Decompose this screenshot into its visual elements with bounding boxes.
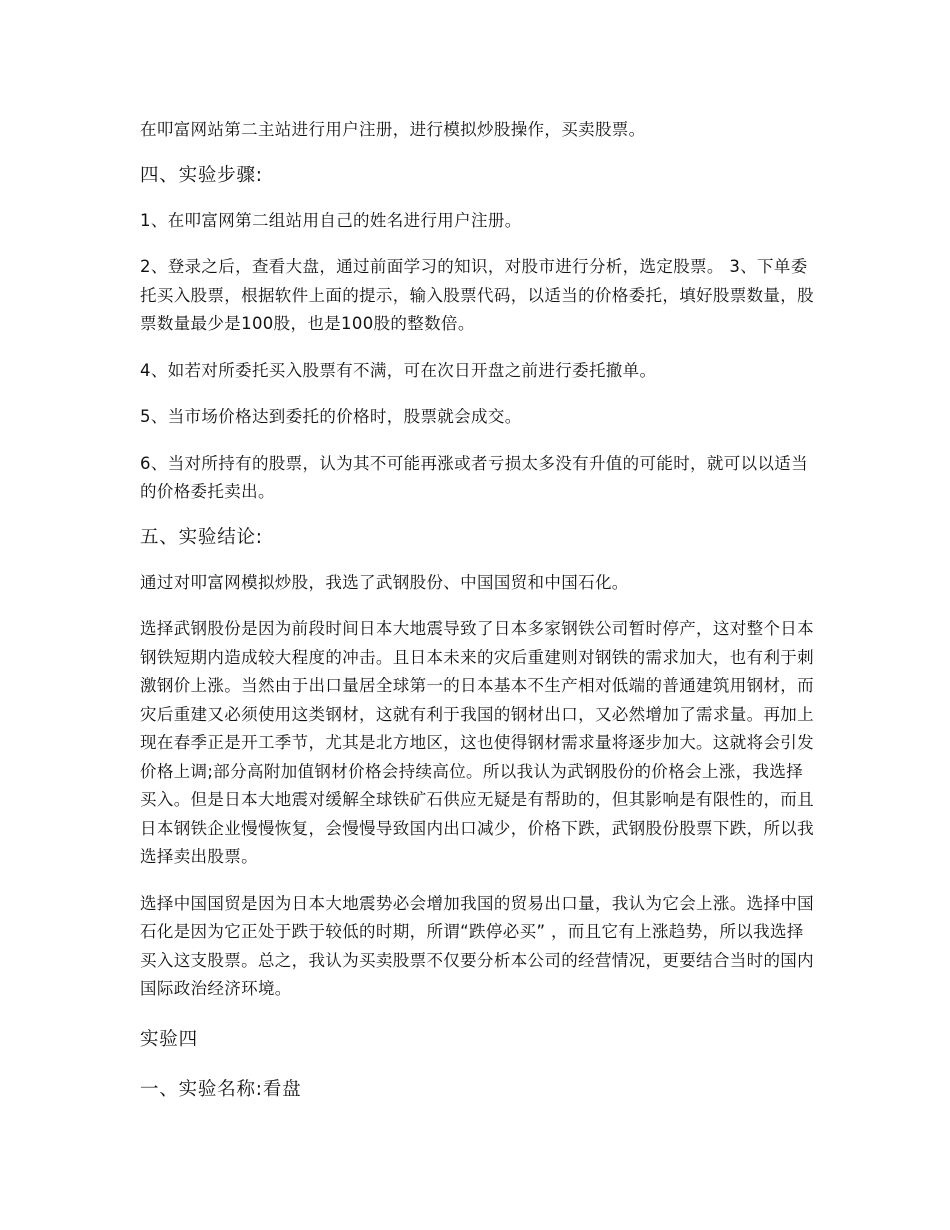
step-paragraph: 4、如若对所委托买入股票有不满，可在次日开盘之前进行委托撤单。 (140, 360, 657, 380)
section-heading-conclusion: 五、实验结论: (140, 526, 263, 548)
step-paragraph: 6、当对所持有的股票，认为其不可能再涨或者亏损太多没有升值的可能时，就可以以适当的价格委托卖出。 (140, 453, 808, 501)
conclusion-paragraph: 选择武钢股份是因为前段时间日本大地震导致了日本多家钢铁公司暂时停产，这对整个日本钢铁短期内造成较大程度的冲击。且日本未来的灾后重建则对钢铁的需求加大，也有利于刺激钢价上涨。当然由于出口量居全球第一的日本基本不生产相对低端的普通建筑用钢材，而灾后重建又必须使用这类钢材，这就有利于我国的钢材出口，又必然增加了需求量。再加上现在春季正是开工季节，尤其是北方地区，这也使得钢材需求量将逐步加大。这就将会引发价格上调;部分高附加值钢材价格会持续高位。所以我认为武钢股份的价格会上涨，我选择买入。但是日本大地震对缓解全球铁矿石供应无疑是有帮助的，但其影响是有限性的，而且日本钢铁企业慢慢恢复，会慢慢导致国内出口减少，价格下跌，武钢股份股票下跌，所以我选择卖出股票。 (140, 619, 814, 866)
section-heading-experiment-name: 一、实验名称:看盘 (140, 1078, 302, 1100)
intro-paragraph: 在叩富网站第二主站进行用户注册，进行模拟炒股操作，买卖股票。 (140, 120, 646, 139)
experiment-title: 实验四 (140, 1028, 198, 1050)
step-paragraph: 2、登录之后，查看大盘，通过前面学习的知识，对股市进行分析，选定股票。 3、下单委托买入股票，根据软件上面的提示，输入股票代码，以适当的价格委托，填好股票数量，股票数量最少是100股，也是100股的整数倍。 (140, 257, 814, 333)
conclusion-paragraph: 通过对叩富网模拟炒股，我选了武钢股份、中国国贸和中国石化。 (140, 572, 629, 592)
step-paragraph: 5、当市场价格达到委托的价格时，股票就会成交。 (140, 407, 522, 426)
step-paragraph: 1、在叩富网第二组站用自己的姓名进行用户注册。 (140, 210, 522, 230)
document-body (140, 116, 815, 1104)
conclusion-paragraph: 选择中国国贸是因为日本大地震势必会增加我国的贸易出口量，我认为它会上涨。选择中国石化是因为它正处于跌于较低的时期，所谓“跌停必买” ，而且它有上涨趋势，所以我选择买入这支股票。总之，我认为买卖股票不仅要分析本公司的经营情况，更要结合当时的国内国际政治经济环境。 (140, 893, 814, 998)
section-heading-steps: 四、实验步骤: (140, 164, 263, 186)
